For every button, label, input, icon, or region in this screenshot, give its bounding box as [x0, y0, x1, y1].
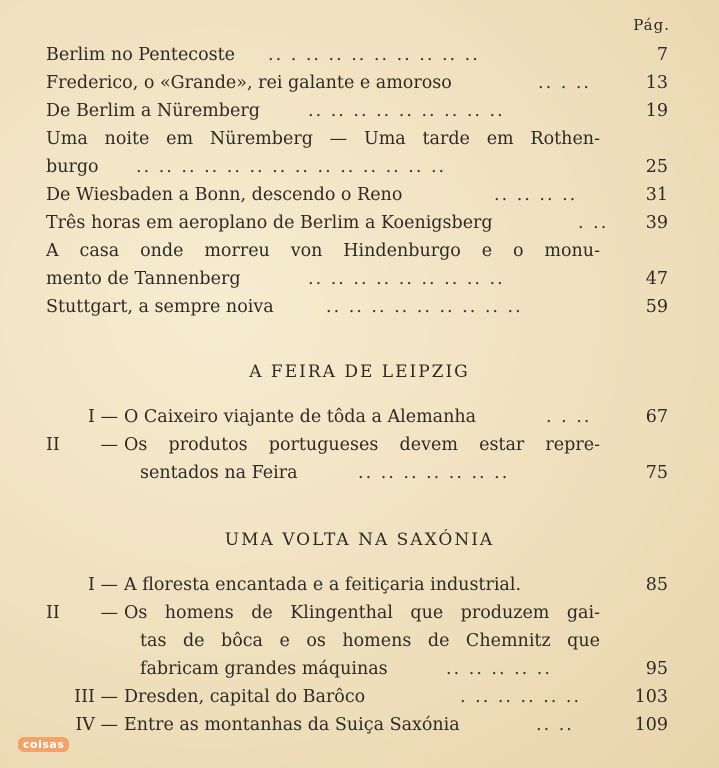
- leader-dots: .. .. .. ..: [494, 185, 578, 205]
- entry-title: O Caixeiro viajante de tôda a Alemanha: [124, 407, 477, 427]
- entry-title: A floresta encantada e a feitiçaria industrial.: [124, 575, 522, 595]
- entry-title: Três horas em aeroplano de Berlim a Koenigsberg: [46, 213, 493, 233]
- section-heading: UMA VOLTA NA SAXÓNIA: [224, 530, 495, 550]
- toc-entry: [46, 238, 668, 264]
- entry-page: 103: [634, 687, 668, 707]
- entry-title: burgo: [46, 157, 99, 177]
- toc-entry: [46, 210, 668, 236]
- toc-entry: [46, 154, 668, 180]
- leader-dots: .. .. .. .. .. .. .. .. ..: [326, 297, 523, 317]
- entry-page: 13: [645, 73, 668, 93]
- toc-entry: [46, 126, 668, 152]
- entry-roman: III —: [74, 687, 118, 707]
- section-heading: A FEIRA DE LEIPZIG: [249, 362, 470, 382]
- leader-dots: .. .. .. .. .. .. ..: [358, 463, 510, 483]
- toc-entry: [46, 294, 668, 320]
- entry-title: Dresden, capital do Barôco: [124, 687, 366, 707]
- leader-dots: . . ..: [546, 407, 592, 427]
- toc-entry: [140, 460, 668, 486]
- entry-title: A casa onde morreu von Hindenburgo e o monu-: [46, 241, 600, 261]
- entry-page: 7: [656, 45, 668, 65]
- entry-roman: II —: [46, 435, 118, 455]
- entry-title: Berlim no Pentecoste: [46, 45, 236, 65]
- toc-entry: [46, 684, 668, 710]
- watermark-logo: coisas: [18, 737, 69, 752]
- entry-page: 47: [645, 269, 668, 289]
- entry-page: 85: [645, 575, 668, 595]
- toc-entry: [46, 404, 668, 430]
- entry-title: Os homens de Klingenthal que produzem gai-: [124, 603, 600, 623]
- toc-entry: [46, 712, 668, 738]
- entry-page: 109: [634, 715, 668, 735]
- entry-page: 59: [645, 297, 668, 317]
- entry-page: 75: [645, 463, 668, 483]
- entry-roman: I —: [88, 407, 118, 427]
- toc-entry: [46, 98, 668, 124]
- toc-entry: [46, 432, 668, 458]
- leader-dots: .. .. .. .. .. .. .. .. .. .. .. .. .. ..: [136, 157, 447, 177]
- toc-entry: [46, 70, 668, 96]
- toc-entry: [46, 600, 668, 626]
- leader-dots: . ..: [578, 213, 609, 233]
- page-column-header: Pág.: [633, 16, 670, 34]
- leader-dots: .. . ..: [538, 73, 591, 93]
- entry-roman: II —: [46, 603, 118, 623]
- toc-entry: [46, 266, 668, 292]
- entry-title: fabricam grandes máquinas: [140, 659, 388, 679]
- leader-dots: .. ..: [536, 715, 574, 735]
- leader-dots: .. . .. .. .. .. .. .. .. ..: [268, 45, 480, 65]
- entry-title: Frederico, o «Grande», rei galante e amoroso: [46, 73, 452, 93]
- entry-roman: I —: [88, 575, 118, 595]
- entry-title: sentados na Feira: [140, 463, 298, 483]
- toc-entry: [46, 572, 668, 598]
- entry-title: Uma noite em Nüremberg — Uma tarde em Rothen-: [46, 129, 600, 149]
- entry-title: Entre as montanhas da Suiça Saxónia: [124, 715, 460, 735]
- entry-title: tas de bôca e os homens de Chemnitz que: [140, 631, 600, 651]
- entry-title: mento de Tannenberg: [46, 269, 241, 289]
- leader-dots: . .. .. .. .. ..: [460, 687, 582, 707]
- leader-dots: .. .. .. .. .. .. .. .. ..: [308, 101, 505, 121]
- entry-page: 25: [645, 157, 668, 177]
- entry-page: 39: [645, 213, 668, 233]
- entry-title: Stuttgart, a sempre noiva: [46, 297, 274, 317]
- entry-page: 95: [645, 659, 668, 679]
- toc-entry: [140, 628, 668, 654]
- entry-roman: IV —: [75, 715, 118, 735]
- entry-page: 31: [645, 185, 668, 205]
- toc-entry: [46, 182, 668, 208]
- entry-title: De Berlim a Nüremberg: [46, 101, 260, 121]
- entry-page: 67: [645, 407, 668, 427]
- entry-title: Os produtos portugueses devem estar repre-: [124, 435, 600, 455]
- entry-title: De Wiesbaden a Bonn, descendo o Reno: [46, 185, 403, 205]
- toc-entry: [46, 42, 668, 68]
- leader-dots: .. .. .. .. .. .. .. .. ..: [308, 269, 505, 289]
- toc-entry: [140, 656, 668, 682]
- leader-dots: .. .. .. .. ..: [446, 659, 552, 679]
- entry-page: 19: [645, 101, 668, 121]
